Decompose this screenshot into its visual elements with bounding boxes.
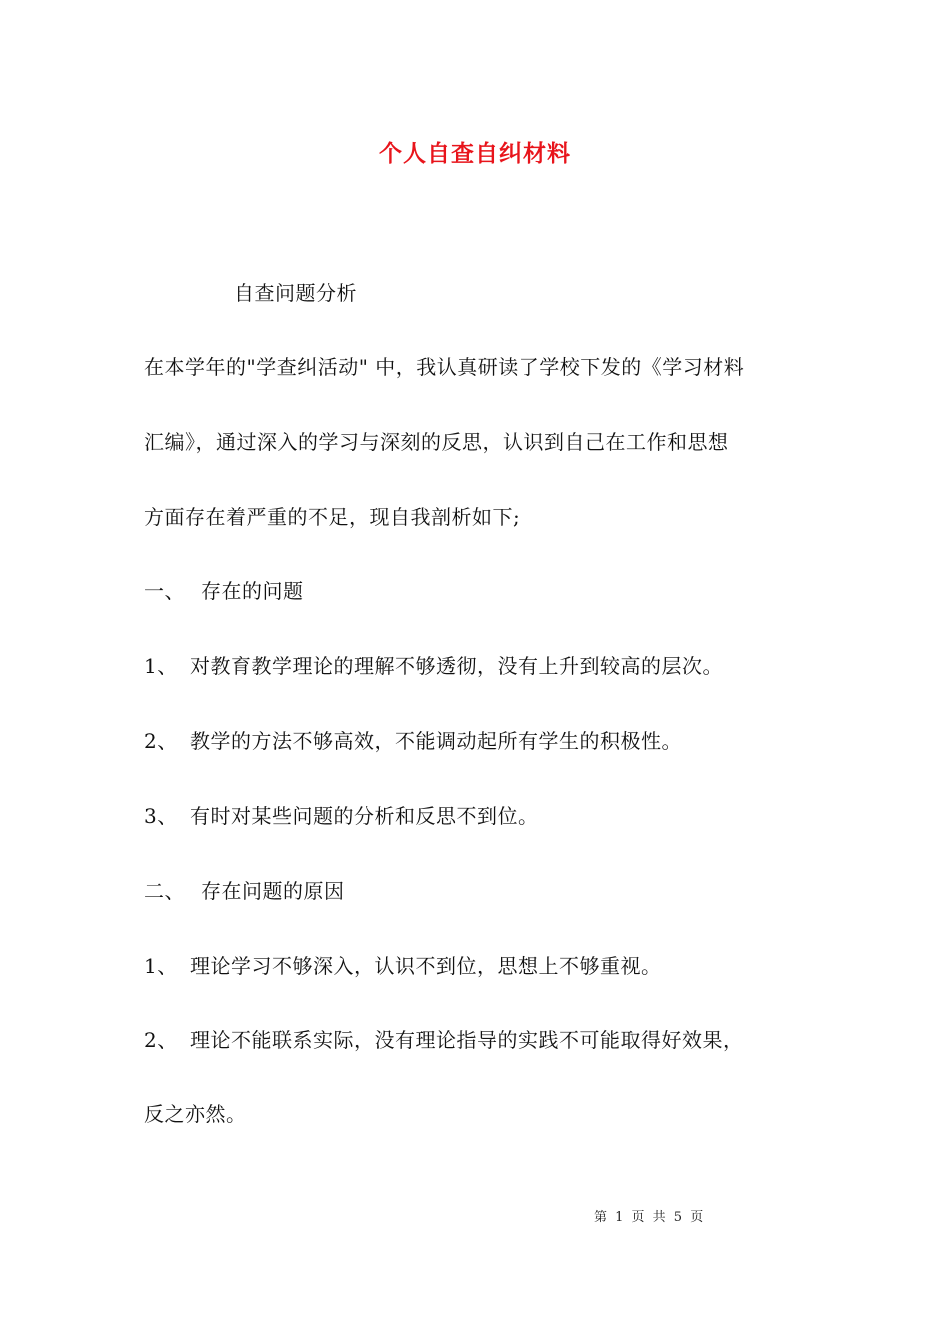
item-text: 教学的方法不够高效，不能调动起所有学生的积极性。 [190, 729, 682, 753]
section-1-title: 存在的问题 [201, 579, 304, 603]
item-number: 2、 [144, 1028, 178, 1052]
section-2-number: 二、 [144, 879, 185, 903]
item-text: 对教育教学理论的理解不够透彻，没有上升到较高的层次。 [190, 654, 723, 678]
item-number: 3、 [144, 804, 178, 828]
section-1-number: 一、 [144, 579, 185, 603]
continuation-line: 反之亦然。 [144, 1102, 247, 1126]
section-1-heading [144, 576, 304, 606]
item-number: 2、 [144, 729, 178, 753]
intro-line-3: 方面存在着严重的不足，现自我剖析如下; [144, 505, 521, 529]
item-number: 1、 [144, 654, 178, 678]
list-item [144, 1025, 744, 1055]
item-text: 理论学习不够深入，认识不到位，思想上不够重视。 [190, 954, 662, 978]
item-number: 1、 [144, 954, 178, 978]
item-text: 理论不能联系实际，没有理论指导的实践不可能取得好效果， [190, 1028, 744, 1052]
list-item [144, 726, 682, 756]
intro-line-2: 汇编》，通过深入的学习与深刻的反思，认识到自己在工作和思想 [144, 430, 729, 454]
section-2-title: 存在问题的原因 [201, 879, 345, 903]
list-item [144, 801, 539, 831]
subheading: 自查问题分析 [234, 281, 357, 305]
list-item [144, 951, 662, 981]
section-2-heading [144, 876, 345, 906]
page-number-footer: 第 1 页 共 5 页 [594, 1210, 706, 1225]
item-text: 有时对某些问题的分析和反思不到位。 [190, 804, 539, 828]
list-item [144, 651, 723, 681]
intro-line-1: 在本学年的"学查纠活动" 中，我认真研读了学校下发的《学习材料 [144, 355, 745, 379]
document-title: 个人自查自纠材料 [379, 140, 571, 167]
